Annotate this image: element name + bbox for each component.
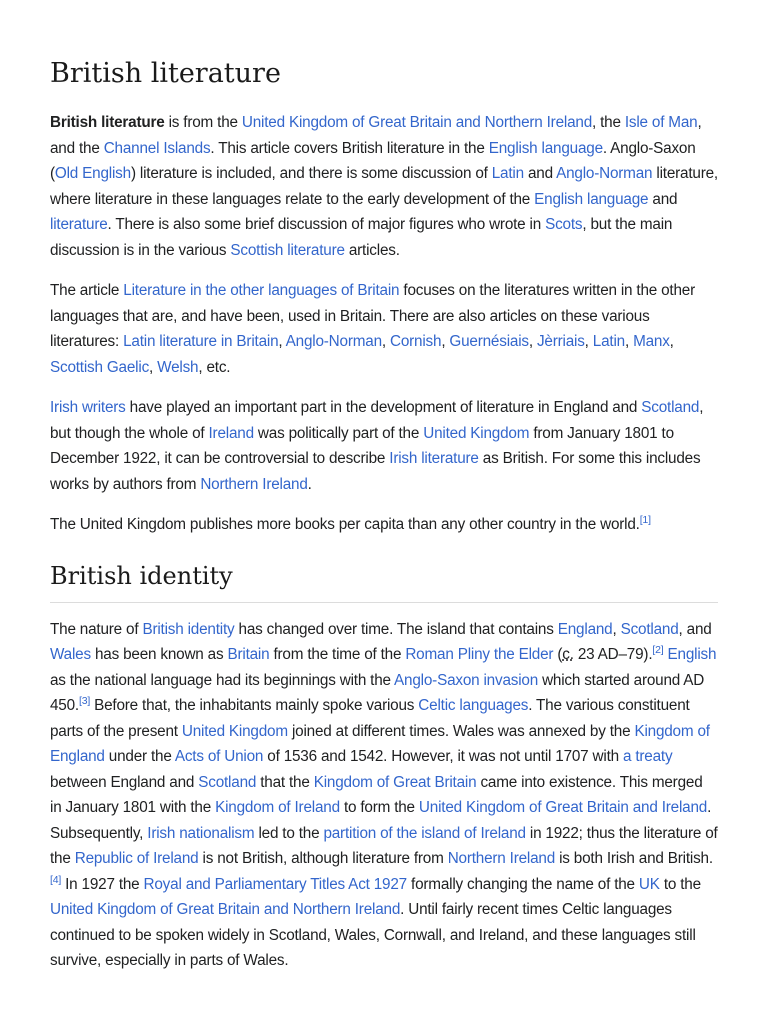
text-run: which started around AD 450. <box>50 671 705 714</box>
link-jerriais[interactable]: Jèrriais <box>536 333 585 350</box>
text-run: has changed over time. The island that contains <box>234 620 558 638</box>
link-partition-of-ireland[interactable]: partition of the island of Ireland <box>323 824 526 842</box>
link-cornish[interactable]: Cornish <box>390 333 442 350</box>
text-run: as British. For some this includes works by authors from <box>50 450 701 493</box>
link-old-english[interactable]: Old English <box>54 165 131 182</box>
link-latin[interactable]: Latin <box>491 165 524 182</box>
text-run: led to the <box>254 824 324 842</box>
link-latin-literature-britain[interactable]: Latin literature in Britain <box>123 333 279 350</box>
intro-paragraph <box>50 110 718 263</box>
text-run: is both Irish and British. <box>555 850 713 867</box>
link-northern-ireland[interactable]: Northern Ireland <box>200 475 308 493</box>
link-england[interactable]: England <box>557 620 613 638</box>
link-english-language[interactable]: English language <box>488 139 603 157</box>
link-channel-islands[interactable]: Channel Islands <box>103 139 211 157</box>
reference-2[interactable]: [2] <box>652 644 664 656</box>
text-run: , and the <box>50 114 702 157</box>
link-guernesiais[interactable]: Guernésiais <box>449 333 529 350</box>
text-run: , but the main discussion is in the various <box>50 216 673 259</box>
link-isle-of-man[interactable]: Isle of Man <box>624 114 698 131</box>
text-run: under the <box>104 748 175 765</box>
other-languages-paragraph <box>50 278 718 380</box>
text-run: , <box>278 333 286 350</box>
link-celtic-languages[interactable]: Celtic languages <box>418 697 529 714</box>
link-ukgb-and-ireland[interactable]: United Kingdom of Great Britain and Ireland <box>418 799 708 816</box>
text-run: , <box>584 333 593 350</box>
text-run: to the <box>659 875 701 893</box>
british-identity-paragraph <box>50 617 718 974</box>
text-run: as the national language had its beginnings with the <box>50 671 395 689</box>
text-run: , <box>441 333 450 350</box>
text-run: , <box>612 620 621 638</box>
link-britain[interactable]: Britain <box>227 646 270 663</box>
text-run: of 1536 and 1542. However, it was not until 1707 with <box>263 748 623 765</box>
link-welsh[interactable]: Welsh <box>157 358 199 376</box>
text-run: from January 1801 to December 1922, it can be controversial to describe <box>50 424 674 467</box>
link-united-kingdom[interactable]: United Kingdom <box>423 424 530 442</box>
reference-3[interactable]: [3] <box>78 695 91 707</box>
link-uk[interactable]: UK <box>638 875 660 893</box>
text-run: , <box>624 333 634 350</box>
link-wales[interactable]: Wales <box>50 646 91 663</box>
text-run: and <box>523 165 557 182</box>
text-run: literature, where literature in these languages relate to the early development of the <box>50 165 718 208</box>
link-northern-ireland-2[interactable]: Northern Ireland <box>447 850 556 867</box>
link-irish-writers[interactable]: Irish writers <box>50 399 126 416</box>
page-title: British literature <box>50 58 281 89</box>
link-a-treaty[interactable]: a treaty <box>623 748 673 765</box>
link-anglo-norman-2[interactable]: Anglo-Norman <box>285 333 382 350</box>
link-kingdom-of-england[interactable]: Kingdom of England <box>50 722 710 765</box>
link-scottish-literature[interactable]: Scottish literature <box>230 241 345 259</box>
link-literature[interactable]: literature <box>50 216 108 233</box>
link-republic-of-ireland[interactable]: Republic of Ireland <box>74 850 199 867</box>
text-run: . This article covers British literature in the <box>210 139 489 157</box>
link-scotland-3[interactable]: Scotland <box>198 773 257 791</box>
text-run: The United Kingdom publishes more books per capita than any other country in the world. <box>50 516 640 533</box>
bold-term: British literature <box>50 114 165 131</box>
text-run: . Subsequently, <box>50 799 712 842</box>
text-run: , the <box>592 114 625 131</box>
text-run: formally changing the name of the <box>406 875 639 893</box>
text-run: . Until fairly recent times Celtic languages continued to be spoken widely in Scotland, Wales, Cornwall, and Ireland, and these languages still survive, especially in parts of Wales. <box>50 901 696 969</box>
text-run: The nature of <box>50 620 143 638</box>
text-run: between England and <box>50 773 199 791</box>
text-run: articles. <box>344 241 400 259</box>
link-uk-gb-ni[interactable]: United Kingdom of Great Britain and Northern Ireland <box>241 114 592 131</box>
text-run: have played an important part in the development of literature in England and <box>125 399 642 416</box>
text-run: . There is also some brief discussion of major figures who wrote in <box>107 216 546 233</box>
link-scots[interactable]: Scots <box>545 216 583 233</box>
text-run: came into existence. This merged in January 1801 with the <box>50 773 703 816</box>
link-british-identity[interactable]: British identity <box>142 620 235 638</box>
books-per-capita-paragraph <box>50 512 718 538</box>
text-run: in 1922; thus the literature of the <box>50 824 718 867</box>
text-run: , etc. <box>198 358 231 376</box>
text-run: The article <box>50 282 124 299</box>
text-run: ( <box>553 646 563 663</box>
link-irish-nationalism[interactable]: Irish nationalism <box>147 824 255 842</box>
text-run: from the time of the <box>269 646 406 663</box>
link-uk-gb-ni-2[interactable]: United Kingdom of Great Britain and Northern Ireland <box>50 901 401 918</box>
text-run: . The various constituent parts of the present <box>50 697 690 740</box>
link-scotland[interactable]: Scotland <box>641 399 700 416</box>
link-ireland[interactable]: Ireland <box>208 424 254 442</box>
section-heading-british-identity: British identity <box>50 560 718 603</box>
text-run: was politically part of the <box>253 424 424 442</box>
text-run: , <box>528 333 537 350</box>
text-run: , <box>381 333 390 350</box>
link-english-language-2[interactable]: English language <box>534 190 649 208</box>
link-latin-2[interactable]: Latin <box>592 333 625 350</box>
link-pliny-the-elder[interactable]: Roman Pliny the Elder <box>405 646 554 663</box>
text-run: and <box>648 190 678 208</box>
reference-1[interactable]: [1] <box>639 514 651 526</box>
text-run: has been known as <box>90 646 228 663</box>
link-scotland-2[interactable]: Scotland <box>620 620 679 638</box>
link-kingdom-of-great-britain[interactable]: Kingdom of Great Britain <box>313 773 477 791</box>
link-kingdom-of-ireland[interactable]: Kingdom of Ireland <box>215 799 340 816</box>
text-run: that the <box>256 773 314 791</box>
text-run: , <box>669 333 674 350</box>
text-run: . <box>307 475 312 493</box>
text-run: 23 AD–79). <box>573 646 653 663</box>
text-run: focuses on the literatures written in the other languages that are, and have been, used in Britain. There are also articles on these various literatures: <box>50 282 695 350</box>
circa-abbreviation: c. <box>562 646 574 663</box>
link-royal-titles-act-1927[interactable]: Royal and Parliamentary Titles Act 1927 <box>143 875 407 893</box>
link-anglo-norman[interactable]: Anglo-Norman <box>556 165 653 182</box>
link-english[interactable]: English <box>667 646 717 663</box>
text-run: In 1927 the <box>61 875 144 893</box>
text-run: is not British, although literature from <box>198 850 448 867</box>
text-run: . Anglo-Saxon ( <box>50 139 696 182</box>
link-anglo-saxon-invasion[interactable]: Anglo-Saxon invasion <box>394 671 539 689</box>
link-irish-literature[interactable]: Irish literature <box>389 450 479 467</box>
text-run: , <box>149 358 158 376</box>
text-run: ) literature is included, and there is some discussion of <box>130 165 492 182</box>
reference-4[interactable]: [4] <box>50 873 62 886</box>
link-united-kingdom-2[interactable]: United Kingdom <box>181 722 288 740</box>
text-run: joined at different times. Wales was annexed by the <box>287 722 635 740</box>
link-scottish-gaelic[interactable]: Scottish Gaelic <box>50 358 150 376</box>
link-manx[interactable]: Manx <box>633 333 670 350</box>
text-run: to form the <box>339 799 419 816</box>
text-run: is from the <box>164 114 242 131</box>
link-literature-other-languages[interactable]: Literature in the other languages of Britain <box>123 282 400 299</box>
text-run: Before that, the inhabitants mainly spoke various <box>90 697 419 714</box>
text-run: , and <box>678 620 712 638</box>
text-run: , but though the whole of <box>50 399 704 442</box>
irish-writers-paragraph <box>50 395 718 497</box>
link-acts-of-union[interactable]: Acts of Union <box>174 748 264 765</box>
